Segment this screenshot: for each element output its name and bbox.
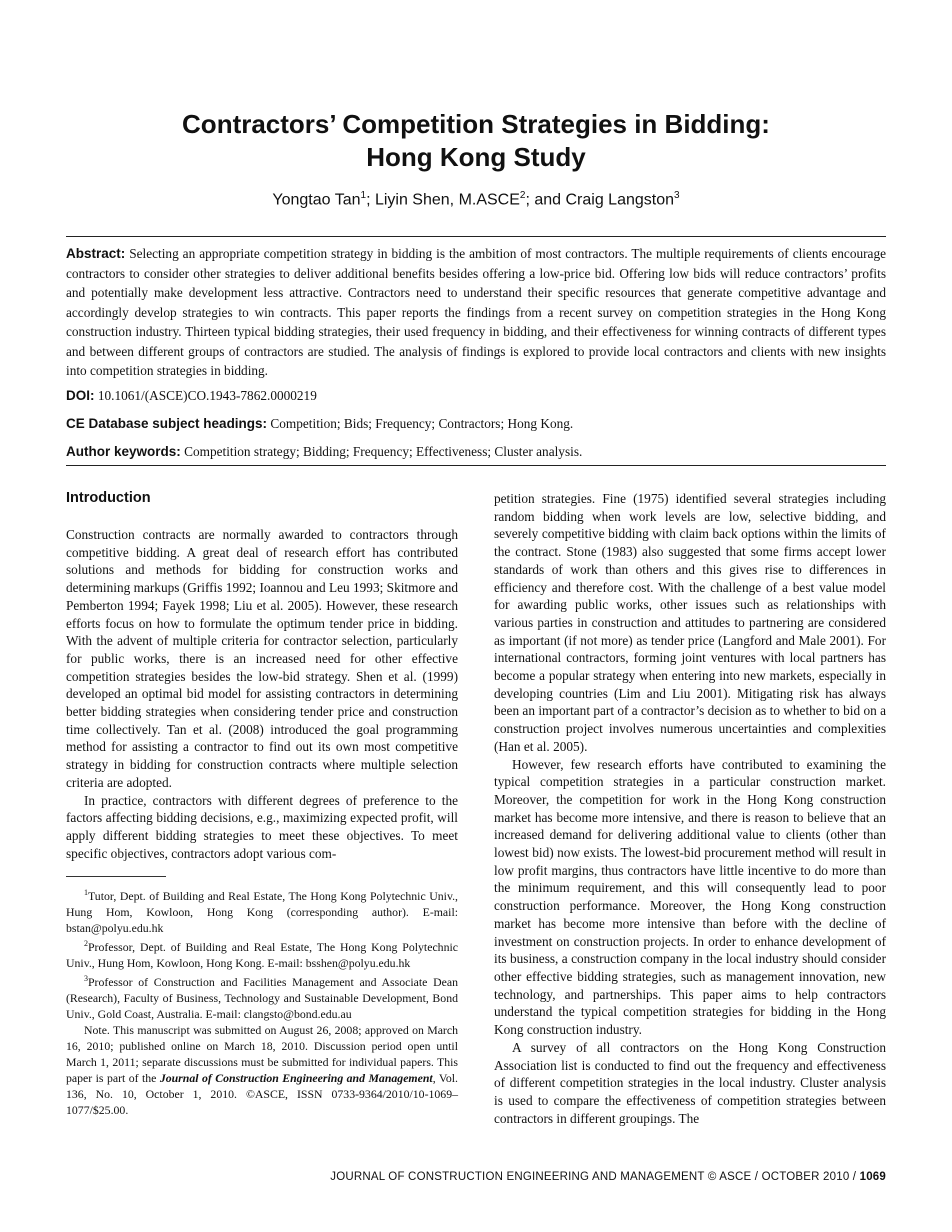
intro-paragraph-2: In practice, contractors with different degrees of preference to the factors affecting bidding decisions, e.g., maximizing expected profit, will apply different bidding strategies to meet these objectives. To meet specific objectives, contractors adopt various com- [66,792,458,861]
author-line [66,186,886,210]
left-column [66,488,458,1118]
author-3: ; and Craig Langston [525,191,675,209]
note-text-b: , Vol. 136, No. 10, October 1, 2010. ©ASCE, ISSN 0733-9364/2010/10-1069–1077/$25.00. [66,1071,458,1118]
footnote-1-mark: 1 [84,888,88,898]
author-1-mark: 1 [360,190,367,201]
intro-paragraph-1: Construction contracts are normally awarded to contractors through competitive bidding. A great deal of research effort has contributed solutions and methods for bidding for construction works and determining markups (Griffis 1992; Ioannou and Leu 1993; Skitmore and Pemberton 1994; Fayek 1998; Liu et al. 2005). However, these research efforts focus on how to formulate the optimum tender price in bidding. With the advent of multiple criteria for contractor selection, particularly for public works, there is an increased need for other effective competition strategies besides the low-bid strategy. Shen et al. (1999) developed an optimal bid model for assisting contractors in determining better bidding strategies when considering tender price and construction time collectively. Tan et al. (2008) introduced the goal programming method for assisting a contractor to find out its own most competitive strategy in bidding for construction contracts where multiple selection criteria are adopted. [66,527,458,790]
right-column [494,490,886,1127]
intro-paragraph-3: petition strategies. Fine (1975) identified several strategies including random bidding when work levels are low, selective bidding, and severely competitive bidding with claim back options within the limits of the contract. Stone (1983) also suggested that some firms accept lower standards of work than others and this gives rise to differences in efficiency and therefore cost. With the challenge of a best value model for awarding public works, other issues such as relationships with various parties in construction and attitudes to partnering are considered as important (if not more) as tender price (Langford and Male 2001). For international contractors, forming joint ventures with local partners has become a popular strategy when entering into new markets, especially in developing countries (Lim and Liu 2001). Mitigating risk has always been an important part of a contractor’s decision as to whether to bid on a construction project involves numerous uncertainties and complexities (Han et al. 2005). [494,491,886,754]
author-3-mark: 3 [674,190,680,201]
page-number: 1069 [859,1171,886,1183]
footnote-2-text: Professor, Dept. of Building and Real Estate, The Hong Kong Polytechnic Univ., Hung Hom, Kowloon, Hong Kong. E-mail: bsshen@polyu.edu.hk [66,940,458,971]
note-text-a: Note. This manuscript was submitted on August 26, 2008; approved on March 16, 2010; published online on March 18, 2010. Discussion period open until March 1, 2011; separate discussions must be submitted for individual papers. This paper is part of the [66,1023,458,1086]
keywords-label: Author keywords: [66,444,181,459]
doi-label: DOI: [66,388,95,403]
footer-journal-text: JOURNAL OF CONSTRUCTION ENGINEERING AND MANAGEMENT © ASCE / OCTOBER 2010 / [330,1171,860,1183]
section-heading-introduction: Introduction [66,490,151,506]
author-2-mark: 2 [519,190,526,201]
footnote-2 [66,936,458,971]
author-2: ; Liyin Shen, M.ASCE [366,191,520,209]
abstract-text: Selecting an appropriate competition strategy in bidding is the ambition of most contractors. The multiple requirements of clients encourage contractors to consider other strategies to deliver additional benefits besides offering a low-price bid. Offering low bids will reduce contractors’ profits and potentially make development less attractive. Contractors need to understand their specific resources that generate competitive advantage and accordingly develop strategies to win contracts. This paper reports the findings from a recent survey on competition strategies in the Hong Kong construction industry. Thirteen typical bidding strategies, their used frequency in bidding, and their effectiveness for winning contracts of different types and between different groups of contractors are studied. The analysis of findings is explored to provide local contractors and clients with new insights into competition strategies in bidding. [66,246,886,378]
title-line-1: Contractors’ Competition Strategies in Bidding: [182,109,770,139]
footnote-2-mark: 2 [84,939,88,949]
footnote-3 [66,971,458,1022]
title-line-2: Hong Kong Study [366,142,586,172]
footnote-3-text: Professor of Construction and Facilities Management and Associate Dean (Research), Faculty of Business, Technology and Sustainable Development, Bond Univ., Gold Coast, Australia. E-mail: clangsto@bond.edu.au [66,975,458,1022]
paper-title [66,108,886,174]
manuscript-note [66,1022,458,1118]
subject-headings-value: Competition; Bids; Frequency; Contractors; Hong Kong. [270,416,574,431]
intro-paragraph-5: A survey of all contractors on the Hong Kong Construction Association list is conducted to find out the frequency and effectiveness of different competition strategies in the local industry. Cluster analysis is used to compare the effectiveness of competition strategies between contractors in different groupings. The [494,1039,886,1126]
footnote-1-text: Tutor, Dept. of Building and Real Estate, The Hong Kong Polytechnic Univ., Hung Hom, Kowloon, Hong Kong (corresponding author). E-mail: bstan@polyu.edu.hk [66,889,458,936]
abstract-label: Abstract: [66,246,126,261]
keywords-value: Competition strategy; Bidding; Frequency; Effectiveness; Cluster analysis. [184,444,583,459]
keywords-line [66,443,886,461]
footnote-rule [66,876,166,877]
doi-line [66,387,886,405]
footnote-3-mark: 3 [84,974,88,984]
top-rule [66,236,886,237]
doi-value: 10.1061/(ASCE)CO.1943-7862.0000219 [97,388,317,403]
subject-headings-label: CE Database subject headings: [66,416,268,431]
author-1: Yongtao Tan [272,191,361,209]
subject-headings-line [66,415,886,433]
bottom-rule [66,465,886,466]
note-journal-name: Journal of Construction Engineering and Management [159,1071,433,1086]
footnote-1 [66,885,458,936]
running-footer [66,1170,886,1184]
abstract-block [66,244,886,381]
intro-paragraph-4: However, few research efforts have contributed to examining the typical competition strategies in a particular construction market. Moreover, the competition for work in the Hong Kong construction market has become more intensive, and there is reason to believe that an increased demand for delivering additional value to clients (other than lowest bid) now exists. The lowest-bid procurement method will result in low profit margins, thus contractors have little incentive to do more than the minimum requirement, and this will consequently lead to poor construction performance. Moreover, the Hong Kong construction market has become more intensive than before with the decline of investment on construction projects. In order to enhance development of its business, a construction company in the local industry should consider other effective bidding strategies, such as management innovation, new technology, and partnerships. This paper aims to help contractors understand the typical competition strategies for bidding in the Hong Kong construction industry. [494,756,886,1038]
